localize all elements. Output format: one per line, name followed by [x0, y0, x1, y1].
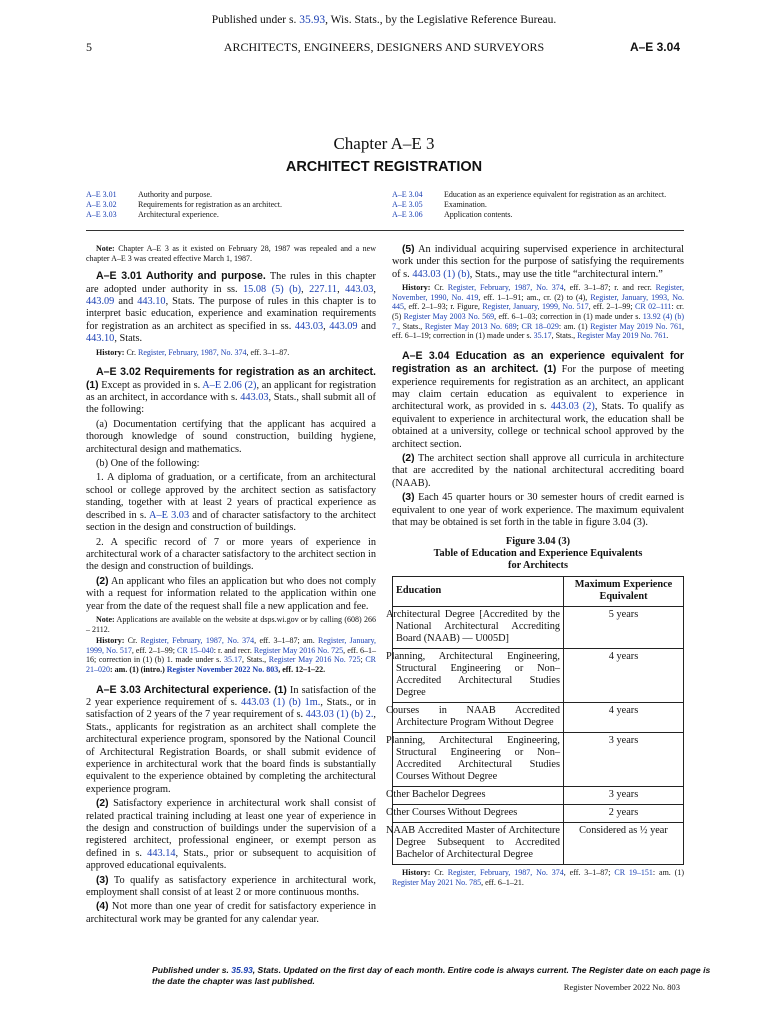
history-3-02: History: Cr. Register, February, 1987, No. 374, eff. 3–1–87; am. Register, January, 1999, No. 517, eff. 2–1–99; CR 15–040: r. and recr. Register May 2016 No. 725, eff. 6–1–16; correction in (1) (b) 1. made under s. 35.17, Stats., Register May 2016 No. 725; CR 21–020: am. (1) (intro.) Register November 2022 No. 803, eff. 12–1–22.: [86, 636, 377, 674]
table-row: Other Bachelor Degrees 3 years: [393, 787, 684, 805]
para-3-02-1b: (b) One of the following:: [96, 458, 200, 470]
history-3-03: History: Cr. Register, February, 1987, No. 374, eff. 3–1–87; r. and recr. Register, November, 1990, No. 419, eff. 1–1–91; am., cr. (2) to (4), Register, January, 1993, No. 445, eff. 2–1–93; r. Figure, Register, January, 1999, No. 517, eff. 2–1–99; CR 02–111: cr. (5) Register May 2003 No. 569, eff. 6–1–03; correction in (1) made under s. 13.92 (4) (b) 7., Stats., Register May 2013 No. 689; CR 18–029: am. (1) Register May 2019 No. 761, eff. 6–1–19; correction in (1) made under s. 35.17, Stats., Register May 2019 No. 761.: [392, 283, 685, 341]
col-education: Education: [393, 577, 564, 607]
top-banner: Published under s. 35.93, Wis. Stats., by the Legislative Reference Bureau.: [211, 14, 557, 26]
running-code: A–E 3.04: [629, 40, 680, 54]
section-heading: A–E 3.02 Requirements for registration as an architect.: [96, 366, 376, 379]
para-3-03-2: (2) Satisfactory experience in architectural work shall consist of related practical training including at least one year of experience in the design and construction of buildings under the supervision of a registered architect, professional engineer, or exempt person as defined in s. 443.14, Stats., prior or subsequent to acquisition of approved educational equivalents.: [86, 798, 376, 872]
table-row: Other Courses Without Degrees 2 years: [393, 805, 684, 823]
table-row: Architectural Degree [Accredited by the National Architectural Accrediting Board (NAAB) — U005D] 5 years: [393, 607, 684, 649]
chapter-title: ARCHITECT REGISTRATION: [285, 159, 483, 175]
table-row: NAAB Accredited Master of Architecture Degree Subsequent to Accredited Bachelor of Architectural Degree Considered as ½ year: [393, 823, 684, 865]
history-3-04: History: Cr. Register, February, 1987, No. 374, eff. 3–1–87; CR 19–151: am. (1) Register May 2021 No. 785, eff. 6–1–21.: [392, 868, 685, 888]
para-3-04-3: (3) Each 45 quarter hours or 30 semester hours of credit earned is equivalent to one year of work experience. The maximum equivalent that may be obtained is set forth in the table in figure 3.04 (3).: [392, 492, 684, 529]
para-3-03-3: (3) To qualify as satisfactory experience in architectural work, employment shall consist of at least 2 or more continuous months.: [86, 874, 376, 898]
para-3-02-2: (2) An applicant who files an application but who does not comply with a request for information related to the application within one year from the date of the request shall file a new application and fee.: [86, 575, 376, 612]
table-row: Planning, Architectural Engineering, Structural Engineering or Non–Accredited Architectural Studies Degree 4 years: [393, 649, 684, 703]
footer-statute-link[interactable]: 35.93: [231, 965, 253, 975]
right-column: [386, 244, 685, 890]
equivalents-table: [386, 576, 684, 865]
section-3-03: A–E 3.03 Architectural experience. (1) In satisfaction of the 2 year experience requirement of s. 443.03 (1) (b) 1m., Stats., or in satisfaction of 2 years of the 7 year requirement of s. 443.03 (1) (b) 2., Stats., applicants for registration as an architect shall complete the architectural experience program, sponsored by the National Council of Architectural Registration Boards, or shall submit evidence of experience in architectural work that the board finds is substantially equivalent to the experience obtained by completing the architectural experience program.: [86, 683, 376, 795]
footer-register: Register November 2022 No. 803: [563, 982, 680, 992]
note-3-02: Note: Applications are available on the website at dsps.wi.gov or by calling (608) 266 – 2112.: [86, 614, 376, 634]
page-number: 5: [86, 40, 92, 54]
toc-left: [86, 190, 366, 220]
table-row: Courses in NAAB Accredited Architecture Program Without Degree 4 years: [393, 703, 684, 733]
chapter-number: Chapter A–E 3: [333, 134, 435, 153]
section-heading: A–E 3.01 Authority and purpose.: [96, 270, 266, 283]
para-3-02-1b2: 2. A specific record of 7 or more years of experience in architectural work of a character satisfactory to the architect section in the design and construction of buildings.: [86, 536, 376, 573]
toc-entry[interactable]: A–E 3.04 Education as an experience equivalent for registration as an architect.: [392, 190, 667, 199]
section-3-02: A–E 3.02 Requirements for registration as an architect. (1) Except as provided in s. A–E 2.06 (2), an applicant for registration as an architect, in accordance with s. 443.03, Stats., shall submit all of the following:: [86, 366, 376, 416]
para-3-02-1b1: 1. A diploma of graduation, or a certificate, from an architectural school or college approved by the architect section as satisfactory standing, together with at least 2 years of practical experience as described in s. A–E 3.03 and of character satisfactory to the architect section in the design and construction of buildings.: [86, 472, 376, 534]
toc-divider: [86, 230, 684, 231]
footer-notice: Published under s. 35.93, Stats. Updated on the first day of each month. Entire code is always current. The Register date on each page is the date the chapter was last published.: [152, 965, 711, 986]
history-3-01: History: Cr. Register, February, 1987, No. 374, eff. 3–1–87.: [96, 347, 290, 357]
left-column: [86, 244, 376, 928]
banner-statute-link[interactable]: 35.93: [299, 14, 326, 26]
col-max-equivalent: Maximum Experience Equivalent: [564, 577, 684, 607]
para-3-03-4: (4) Not more than one year of credit for satisfactory experience in architectural work may be granted for any calendar year.: [86, 901, 376, 925]
table-row: Planning, Architectural Engineering, Structural Engineering or Non–Accredited Architectural Studies Courses Without Degree 3 years: [393, 733, 684, 787]
toc-entry[interactable]: A–E 3.01 Authority and purpose.: [86, 190, 212, 199]
para-3-03-5: (5) An individual acquiring supervised experience in architectural work under this section for the purpose of satisfying the requirements of s. 443.03 (1) (b), Stats., may use the title “architectural intern.”: [392, 244, 684, 280]
toc-right: [392, 190, 692, 220]
para-3-04-2: (2) The architect section shall approve all curricula in architecture that are accredited by the national architectural accrediting board (NAAB).: [392, 453, 684, 489]
toc-entry[interactable]: A–E 3.05 Examination.: [392, 200, 487, 209]
toc-entry[interactable]: A–E 3.02 Requirements for registration as an architect.: [86, 200, 282, 209]
section-heading: A–E 3.04 Education as an experience equivalent for registration as an architect.: [392, 349, 684, 376]
section-3-01: A–E 3.01 Authority and purpose. The rules in this chapter are adopted under authority in ss. 15.08 (5) (b), 227.11, 443.03, 443.09 and 443.10, Stats. The purpose of rules in this chapter is to interpret basic education, experience and examination requirements for registration as an architect as specified in ss. 443.03, 443.09 and 443.10, Stats.: [86, 270, 376, 345]
chapter-note: Note: Chapter A–E 3 as it existed on February 28, 1987 was repealed and a new chapter A–E 3 was created effective March 1, 1987.: [86, 244, 376, 263]
section-3-04: A–E 3.04 Education as an experience equivalent for registration as an architect. (1) For the purpose of meeting experience requirements for registration as an architect, an applicant may claim certain education as equivalent to experience in architectural work, as provided in s. 443.03 (2), Stats. To qualify as equivalent to experience in architectural work, the education shall be obtained at a university, college or technical school approved by the architect section.: [392, 349, 685, 450]
section-heading: A–E 3.03 Architectural experience.: [96, 683, 272, 696]
para-3-02-1a: (a) Documentation certifying that the applicant has acquired a thorough knowledge of sound construction, building hygiene, architectural design and mathematics.: [86, 418, 376, 455]
toc-entry[interactable]: A–E 3.03 Architectural experience.: [86, 210, 219, 219]
running-title: ARCHITECTS, ENGINEERS, DESIGNERS AND SURVEYORS: [223, 40, 545, 54]
table-header-row: [393, 577, 684, 607]
figure-caption: Figure 3.04 (3) Table of Education and Experience Equivalents for Architects: [433, 536, 643, 572]
toc-entry[interactable]: A–E 3.06 Application contents.: [392, 210, 513, 219]
